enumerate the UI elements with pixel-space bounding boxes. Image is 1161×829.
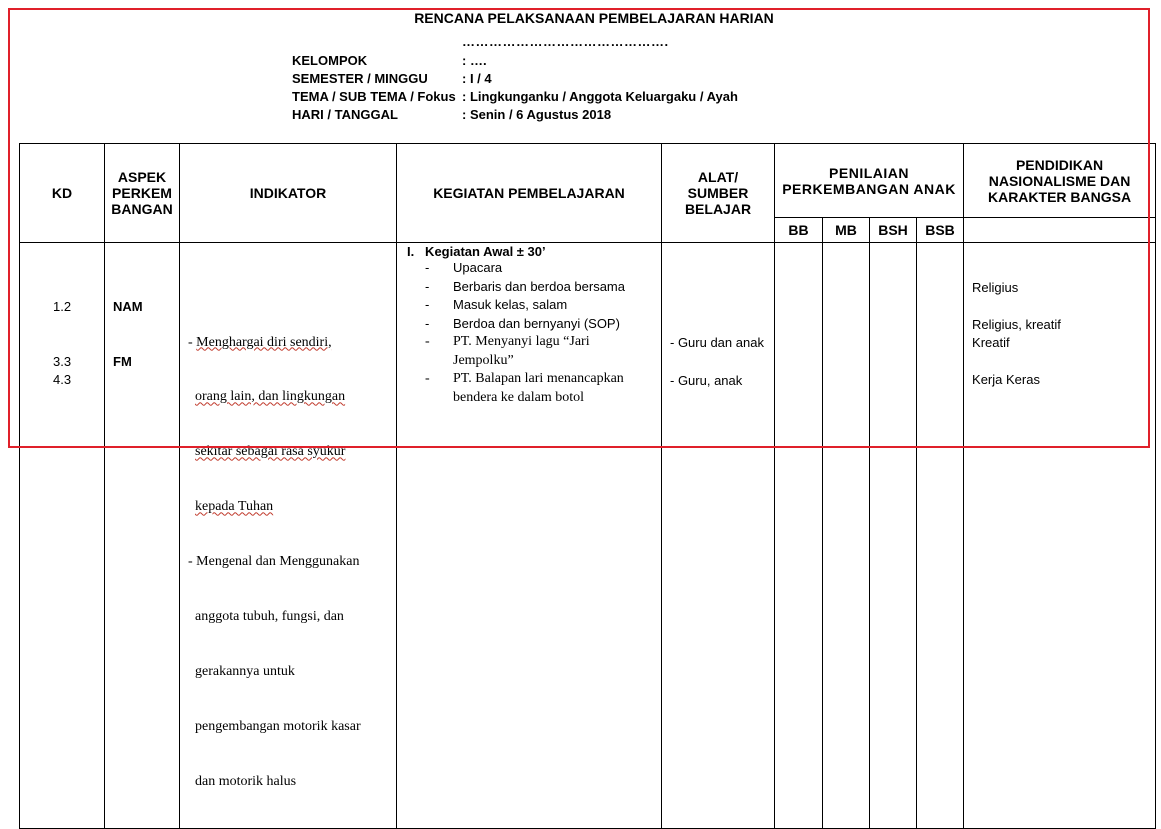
kegiatan-cell [397,243,662,829]
pendidikan-value: Religius [972,280,1019,295]
kegiatan-item: - Upacara [425,260,503,275]
info-row-kelompok [292,52,738,70]
info-value: : Lingkunganku / Anggota Keluargaku / Ayah [462,89,738,104]
kegiatan-item: - Berbaris dan berdoa bersama [425,278,625,294]
indikator-text: Menghargai diri sendiri, [196,334,332,350]
indikator-text: orang lain, dan lingkungan [195,389,346,405]
header-penilaian [775,144,964,218]
header-aspek-line: PERKEM [112,185,172,201]
pendidikan-cell [964,243,1156,829]
kegiatan-item: - Masuk kelas, salam [425,297,568,312]
info-value: : Senin / 6 Agustus 2018 [462,107,612,122]
header-kegiatan: KEGIATAN PEMBELAJARAN [397,144,662,243]
indikator-text: sekitar sebagai rasa syukur [195,444,346,460]
header-bsb: BSB [917,218,964,243]
header-kd: KD [20,144,105,243]
indikator-line [188,663,396,681]
header-aspek [105,144,180,243]
indikator-line [188,388,396,406]
info-label: TEMA / SUB TEMA / Fokus [292,89,456,104]
bullet: - [188,554,197,570]
header-pendidikan-blank [964,218,1156,243]
indikator-line [188,608,396,626]
kegiatan-item: - PT. Balapan lari menancapkan bendera ke dalam botol [425,371,624,405]
indikator-text: anggota tubuh, fungsi, dan [195,609,344,625]
header-pendidikan-line: KARAKTER BANGSA [987,188,1132,205]
document-title: RENCANA PELAKSANAAN PEMBELAJARAN HARIAN [414,10,774,26]
header-pendidikan-line: NASIONALISME DAN [988,172,1131,189]
pendidikan-value: Religius, kreatif [972,317,1061,332]
indikator-text: kepada Tuhan [195,499,274,515]
header-mb: MB [823,218,870,243]
indikator-line [188,334,396,352]
bullet: - [188,334,197,350]
header-alat [662,144,775,243]
bb-cell [775,243,823,829]
aspek-value: FM [113,354,132,369]
kegiatan-heading: I. Kegiatan Awal ± 30’ [407,244,546,259]
header-alat-line: ALAT/ [697,169,739,185]
indikator-line [188,443,396,461]
bullet [188,444,195,459]
indikator-text: dan motorik halus [195,773,297,789]
info-block [292,52,738,124]
kegiatan-item: - Berdoa dan bernyanyi (SOP) [425,315,620,331]
alat-value: - Guru, anak [670,373,743,388]
info-label: KELOMPOK [292,53,368,68]
alat-cell [662,243,775,829]
header-bsh: BSH [870,218,917,243]
info-value: : I / 4 [462,71,492,86]
mb-cell [823,243,870,829]
indikator-text: Mengenal dan Menggunakan [196,554,360,570]
kegiatan-item: - PT. Menyanyi lagu “Jari Jempolku” [425,334,590,368]
header-pendidikan [964,144,1156,218]
header-pendidikan-line: PENDIDIKAN [1015,156,1104,173]
header-indikator: INDIKATOR [180,144,397,243]
alat-value: - Guru dan anak [670,335,764,350]
info-row-semester [292,70,738,88]
info-row-hari [292,106,738,124]
indikator-text: gerakannya untuk [195,663,295,679]
bullet [188,389,195,404]
indikator-line [188,553,396,571]
bullet [188,664,195,679]
indikator-line [188,718,396,736]
bsh-cell [870,243,917,829]
aspek-value: NAM [113,299,143,314]
header-aspek-line: BANGAN [111,201,173,217]
bullet [188,719,195,734]
kd-value: 4.3 [53,372,72,387]
bullet [188,499,195,514]
pendidikan-value: Kreatif [972,335,1010,350]
info-label: SEMESTER / MINGGU [292,71,428,86]
kd-value: 1.2 [53,299,72,314]
indikator-line [188,498,396,516]
info-value: : …. [462,53,487,68]
kd-cell [20,243,105,829]
aspek-cell [105,243,180,829]
header-alat-line: SUMBER [687,185,749,201]
header-bb: BB [775,218,823,243]
info-label: HARI / TANGGAL [292,107,398,122]
kd-value: 3.3 [53,354,72,369]
header-alat-line: BELAJAR [684,201,752,217]
bullet [188,774,195,789]
bullet [188,609,195,624]
header-penilaian-line: PENILAIAN [829,164,909,181]
indikator-line [188,773,396,791]
rpph-table [19,143,1156,829]
pendidikan-value: Kerja Keras [972,372,1040,387]
indikator-text: pengembangan motorik kasar [195,718,361,734]
indikator-cell [180,243,397,829]
header-aspek-line: ASPEK [117,169,167,185]
info-row-tema [292,88,738,106]
bsb-cell [917,243,964,829]
dotted-line: ………………………………………. [462,34,669,49]
header-penilaian-line: PERKEMBANGAN ANAK [782,180,956,197]
